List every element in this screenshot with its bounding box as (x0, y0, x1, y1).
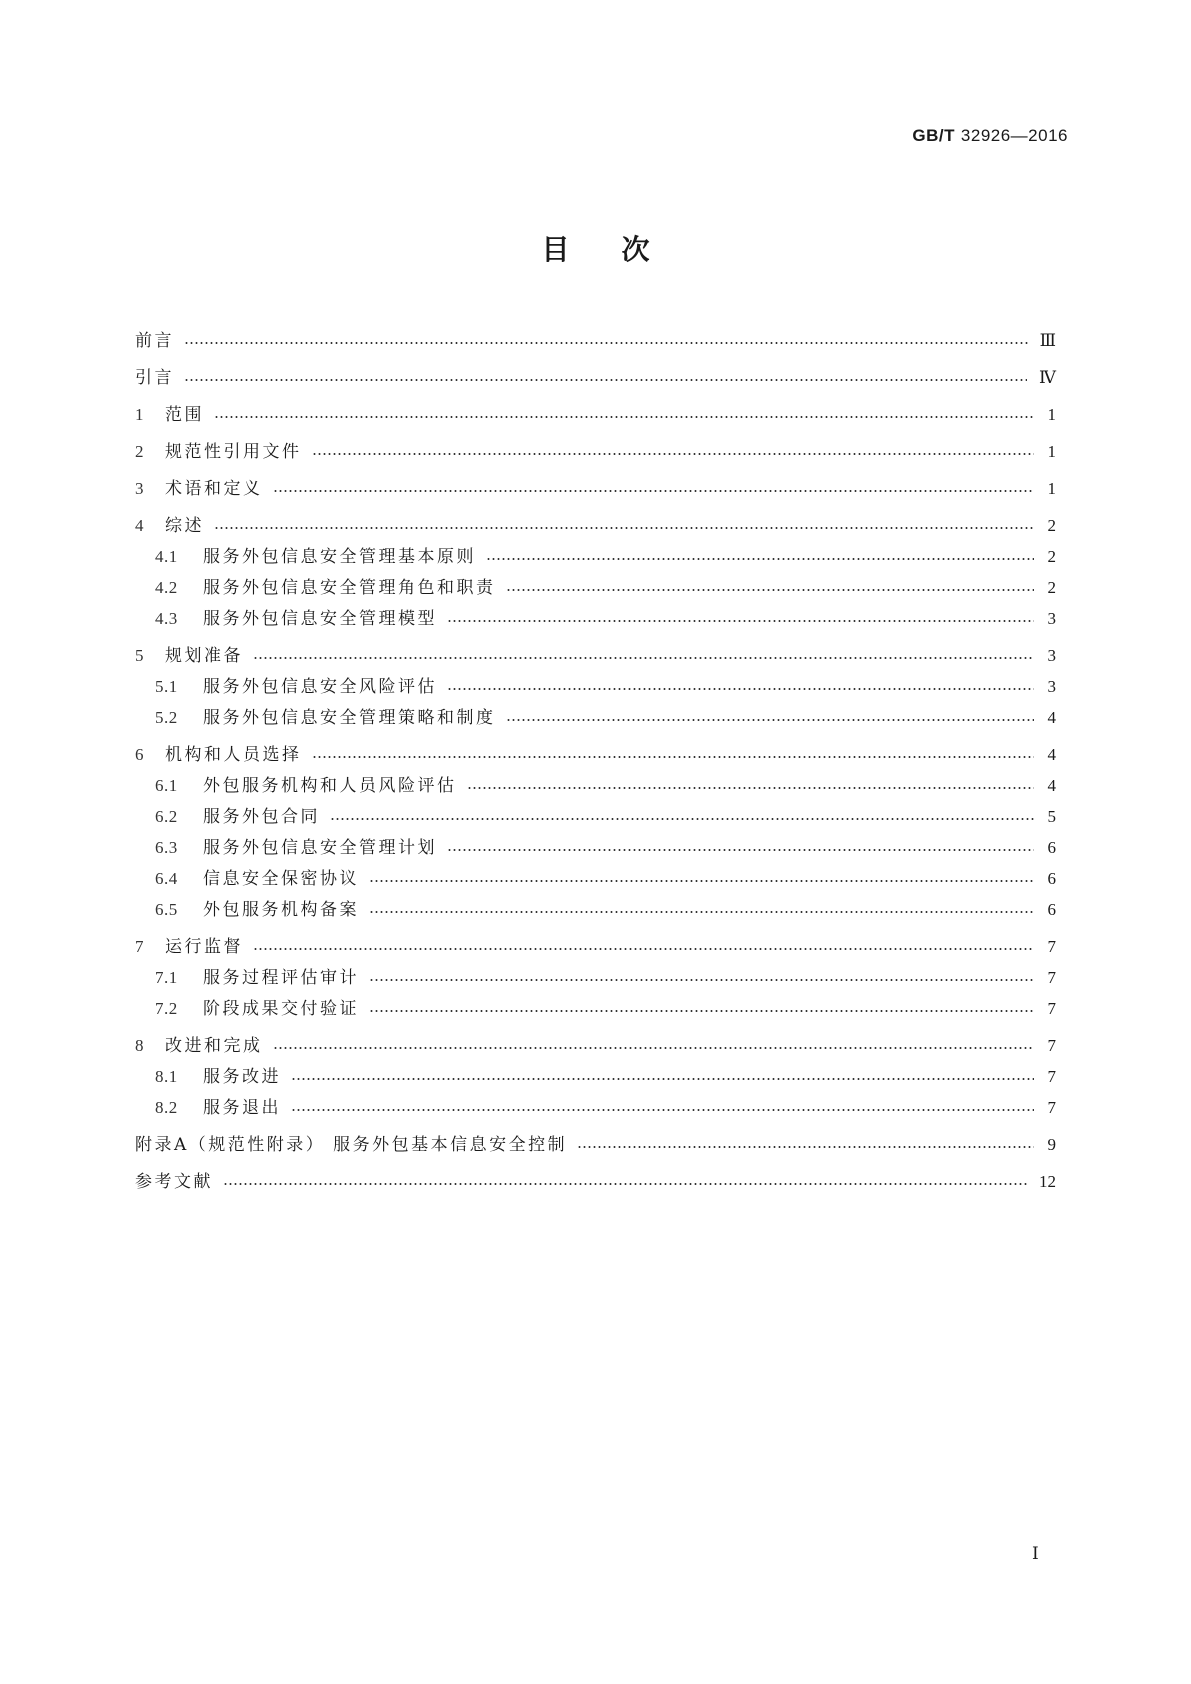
toc-entry-page: 2 (1047, 578, 1056, 597)
toc-entry[interactable] (135, 643, 1056, 669)
toc-entry[interactable] (135, 1132, 1056, 1158)
toc-entry[interactable] (135, 742, 1056, 768)
toc-entry-title: 改进和完成 (165, 1036, 263, 1056)
toc-entry-title: 信息安全保密协议 (203, 869, 359, 889)
toc-entry-page: 1 (1047, 479, 1056, 498)
dot-leader (214, 416, 1034, 418)
toc-entry-page: 3 (1047, 677, 1056, 696)
toc-entry-page: 4 (1047, 708, 1056, 727)
toc-entry[interactable] (135, 773, 1056, 799)
toc-entry-page: 3 (1047, 609, 1056, 628)
toc-entry-page: Ⅳ (1039, 368, 1056, 387)
toc-entry[interactable] (135, 439, 1056, 465)
dot-leader (330, 818, 1034, 820)
dot-leader (223, 1183, 1027, 1185)
toc-entry-page: 4 (1047, 745, 1056, 764)
toc-entry[interactable] (135, 1064, 1056, 1090)
toc-entry[interactable] (135, 1169, 1056, 1195)
toc-entry[interactable] (135, 402, 1056, 428)
toc-entry-number: 5 (135, 646, 144, 665)
dot-leader (506, 719, 1035, 721)
toc-entry[interactable] (135, 996, 1056, 1022)
toc-entry-number: 8.2 (155, 1098, 178, 1117)
toc-entry-page: 7 (1047, 968, 1056, 987)
toc-entry-title: 前言 (135, 331, 174, 351)
toc-entry-number: 5.2 (155, 708, 178, 727)
toc-entry-page: 7 (1047, 1067, 1056, 1086)
toc-entry-page: 3 (1047, 646, 1056, 665)
dot-leader (369, 911, 1034, 913)
toc-entry-page: 6 (1047, 900, 1056, 919)
toc-entry-title: 外包服务机构和人员风险评估 (203, 776, 457, 796)
toc-entry[interactable] (135, 476, 1056, 502)
dot-leader (291, 1109, 1034, 1111)
toc-entry-title: 术语和定义 (165, 479, 263, 499)
toc-entry-page: 12 (1039, 1172, 1056, 1191)
dot-leader (447, 620, 1034, 622)
toc-entry-number: 7.1 (155, 968, 178, 987)
toc-entry[interactable] (135, 1033, 1056, 1059)
toc-entry-number: 7.2 (155, 999, 178, 1018)
toc-entry[interactable] (135, 544, 1056, 570)
dot-leader (214, 527, 1034, 529)
dot-leader (447, 688, 1034, 690)
toc-entry[interactable] (135, 965, 1056, 991)
toc-entry-number: 4.1 (155, 547, 178, 566)
dot-leader (312, 453, 1035, 455)
toc-entry-page: 7 (1047, 937, 1056, 956)
toc-entry[interactable] (135, 897, 1056, 923)
toc-entry-title: 外包服务机构备案 (203, 900, 359, 920)
toc-entry[interactable] (135, 606, 1056, 632)
toc-entry-number: 6.2 (155, 807, 178, 826)
toc-entry-number: 8 (135, 1036, 144, 1055)
toc-entry-title: 引言 (135, 368, 174, 388)
standard-number: 32926—2016 (960, 126, 1068, 145)
toc-entry-number: 4.2 (155, 578, 178, 597)
toc-entry-number: 4 (135, 516, 144, 535)
toc-entry[interactable] (135, 575, 1056, 601)
toc-entry[interactable] (135, 835, 1056, 861)
toc-entry-page: 4 (1047, 776, 1056, 795)
dot-leader (467, 787, 1035, 789)
toc-entry[interactable] (135, 934, 1056, 960)
toc-entry-number: 4.3 (155, 609, 178, 628)
toc-entry-title: 服务外包信息安全管理模型 (203, 609, 437, 629)
dot-leader (273, 1047, 1035, 1049)
toc-entry-title: 机构和人员选择 (165, 745, 302, 765)
toc-entry-title: 服务外包信息安全管理策略和制度 (203, 708, 496, 728)
table-of-contents (135, 328, 1056, 1195)
dot-leader (184, 379, 1027, 381)
dot-leader (577, 1146, 1034, 1148)
toc-entry[interactable] (135, 1095, 1056, 1121)
toc-entry-title: 附录A（规范性附录） 服务外包基本信息安全控制 (135, 1135, 568, 1155)
toc-entry-page: 7 (1047, 999, 1056, 1018)
toc-entry-title: 服务外包信息安全管理基本原则 (203, 547, 476, 567)
toc-entry-title: 范围 (165, 405, 204, 425)
toc-entry-page: 9 (1047, 1135, 1056, 1154)
dot-leader (369, 1010, 1034, 1012)
toc-entry-title: 参考文献 (135, 1172, 213, 1192)
toc-entry-page: 1 (1047, 442, 1056, 461)
toc-entry-title: 综述 (165, 516, 204, 536)
toc-entry[interactable] (135, 804, 1056, 830)
dot-leader (253, 657, 1034, 659)
dot-leader (369, 979, 1034, 981)
toc-entry-title: 服务外包信息安全管理计划 (203, 838, 437, 858)
toc-entry[interactable] (135, 674, 1056, 700)
dot-leader (184, 342, 1028, 344)
toc-entry-page: 6 (1047, 838, 1056, 857)
toc-entry-title: 规划准备 (165, 646, 243, 666)
page-title: 目次 (541, 233, 702, 266)
toc-entry-title: 服务外包合同 (203, 807, 320, 827)
toc-entry-number: 3 (135, 479, 144, 498)
page-number: Ⅰ (1032, 1544, 1039, 1563)
toc-entry-title: 服务外包信息安全风险评估 (203, 677, 437, 697)
toc-entry-page: 7 (1047, 1036, 1056, 1055)
dot-leader (291, 1078, 1034, 1080)
toc-entry[interactable] (135, 866, 1056, 892)
dot-leader (506, 589, 1035, 591)
toc-entry-page: 5 (1047, 807, 1056, 826)
toc-entry-page: 7 (1047, 1098, 1056, 1117)
toc-entry-number: 1 (135, 405, 144, 424)
dot-leader (447, 849, 1034, 851)
dot-leader (273, 490, 1035, 492)
toc-entry-number: 5.1 (155, 677, 178, 696)
dot-leader (369, 880, 1034, 882)
toc-entry-number: 6.5 (155, 900, 178, 919)
toc-entry-number: 2 (135, 442, 144, 461)
dot-leader (312, 756, 1035, 758)
toc-entry-title: 运行监督 (165, 937, 243, 957)
toc-entry[interactable] (135, 328, 1056, 354)
toc-entry-page: 2 (1047, 516, 1056, 535)
standard-code: GB/T (912, 126, 955, 145)
toc-entry-title: 服务改进 (203, 1067, 281, 1087)
toc-entry-number: 6.4 (155, 869, 178, 888)
standard-header (912, 126, 1068, 146)
toc-entry-number: 8.1 (155, 1067, 178, 1086)
toc-entry[interactable] (135, 705, 1056, 731)
toc-entry-title: 服务退出 (203, 1098, 281, 1118)
dot-leader (253, 948, 1034, 950)
toc-entry[interactable] (135, 513, 1056, 539)
toc-entry-page: Ⅲ (1039, 331, 1056, 350)
toc-entry-title: 阶段成果交付验证 (203, 999, 359, 1019)
toc-entry-page: 6 (1047, 869, 1056, 888)
toc-entry-title: 服务过程评估审计 (203, 968, 359, 988)
toc-entry-number: 7 (135, 937, 144, 956)
toc-entry-title: 服务外包信息安全管理角色和职责 (203, 578, 496, 598)
toc-entry-number: 6.1 (155, 776, 178, 795)
dot-leader (486, 558, 1034, 560)
toc-entry-page: 1 (1047, 405, 1056, 424)
toc-entry-number: 6 (135, 745, 144, 764)
toc-entry-number: 6.3 (155, 838, 178, 857)
toc-entry[interactable] (135, 365, 1056, 391)
toc-entry-page: 2 (1047, 547, 1056, 566)
toc-entry-title: 规范性引用文件 (165, 442, 302, 462)
